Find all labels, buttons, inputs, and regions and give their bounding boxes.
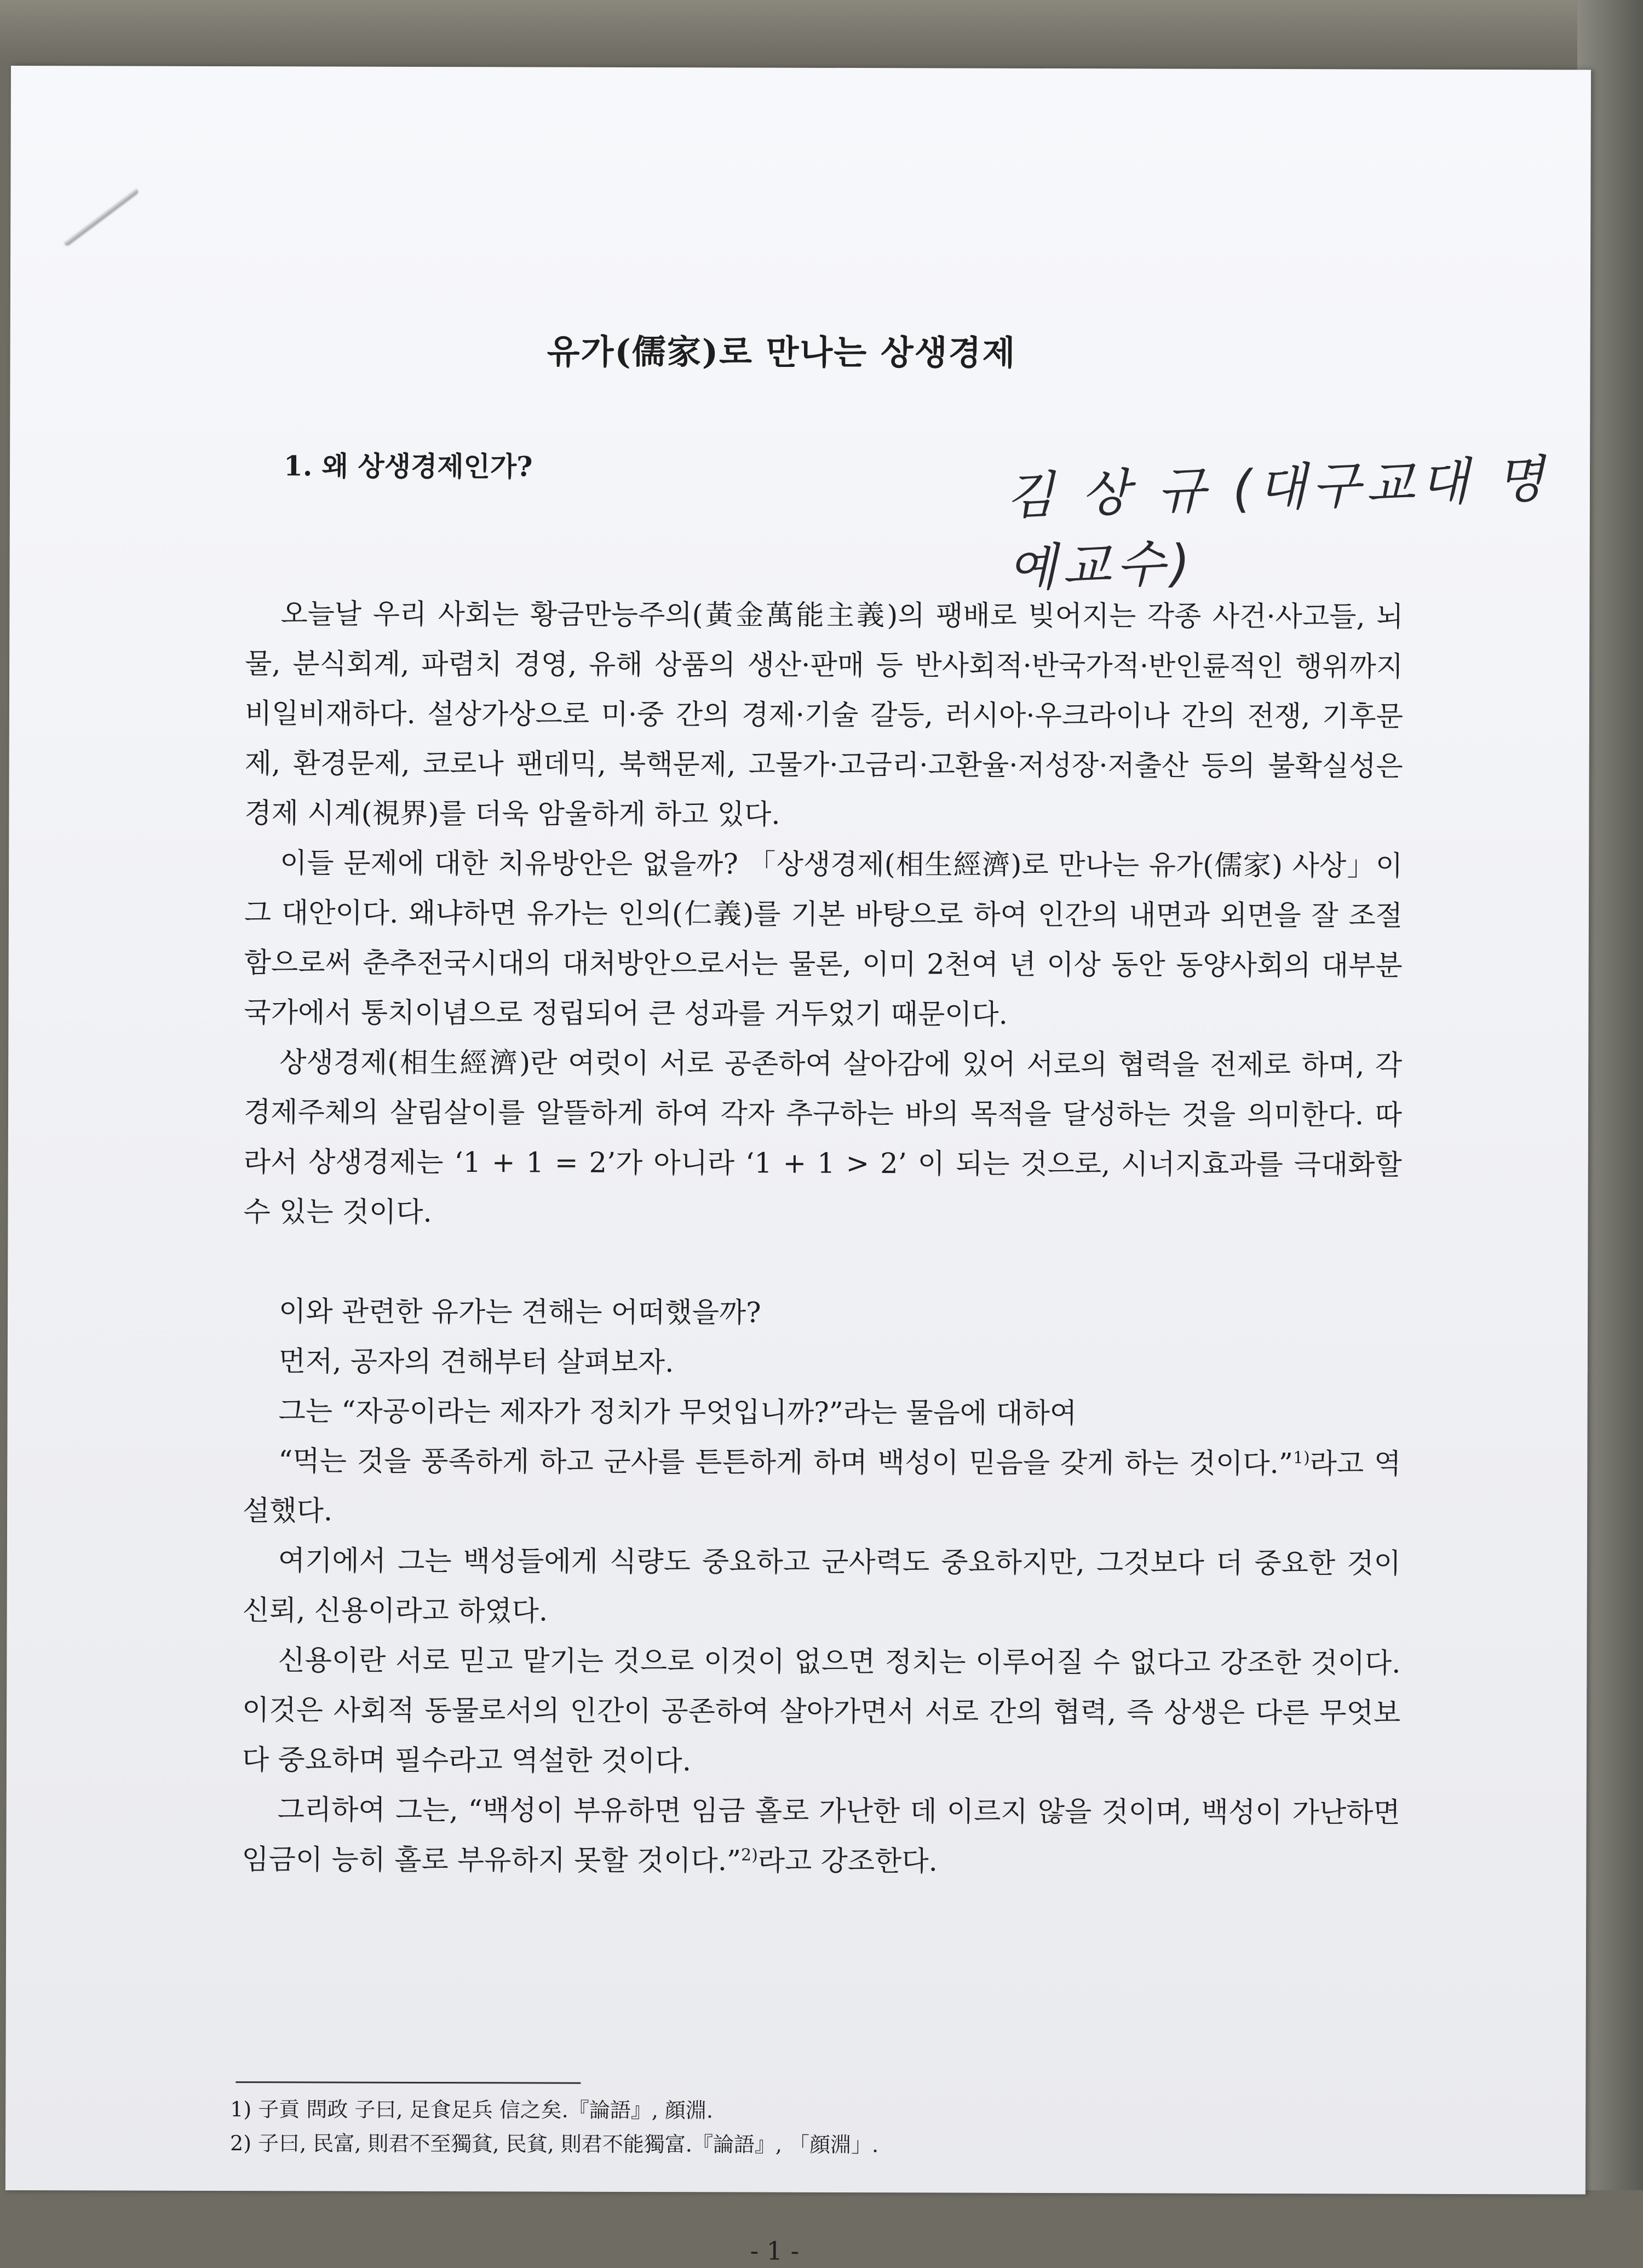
- staple-icon: [63, 187, 139, 246]
- quote-tail: 라고 강조한다.: [757, 1845, 938, 1878]
- body-text: [242, 589, 1403, 1888]
- footnotes: [230, 2092, 1325, 2163]
- paragraph-gap: [243, 1237, 1401, 1290]
- paragraph: 먼저, 공자의 견해부터 살펴보자.: [278, 1345, 674, 1379]
- desk-background: [0, 0, 1643, 60]
- paragraph: 상생경제(相生經濟)란 여럿이 서로 공존하여 살아감에 있어 서로의 협력을 전제로 하며, 각 경제주체의 살림살이를 알뜰하게 하여 각자 추구하는 바의 목적을 달성하는 것을 의미한다. 따라서 상생경제는 ‘1 + 1 = 2’가 아니라 ‘1 + 1 > 2’ 이 되는 것으로, 시너지효과를 극대화할 수 있는 것이다.: [243, 1046, 1403, 1229]
- section-heading: 1. 왜 상생경제인가?: [284, 450, 533, 483]
- paragraph: 여기에서 그는 백성들에게 식량도 중요하고 군사력도 중요하지만, 그것보다 더 중요한 것이 신뢰, 신용이라고 하였다.: [242, 1545, 1401, 1628]
- quote-text: 그리하여 그는, “백성이 부유하면 임금 홀로 가난한 데 이르지 않을 것이며, 백성이 가난하면 임금이 능히 홀로 부유하지 못할 것이다.”: [242, 1794, 1400, 1878]
- paragraph: 신용이란 서로 믿고 맡기는 것으로 이것이 없으면 정치는 이루어질 수 없다고 강조한 것이다. 이것은 사회적 동물로서의 인간이 공존하여 살아가면서 서로 간의 협력, 즉 상생은 다른 무엇보다 중요하며 필수라고 역설한 것이다.: [242, 1644, 1401, 1778]
- paragraph: 이들 문제에 대한 치유방안은 없을까? 「상생경제(相生經濟)로 만나는 유가(儒家) 사상」이 그 대안이다. 왜냐하면 유가는 인의(仁義)를 기본 바탕으로 하여 인간의 내면과 외면을 잘 조절함으로써 춘추전국시대의 대처방안으로서는 물론, 이미 2천여 년 이상 동안 동양사회의 대부분 국가에서 통치이념으로 정립되어 큰 성과를 거두었기 때문이다.: [244, 847, 1403, 1031]
- paragraph: 이와 관련한 유가는 견해는 어떠했을까?: [278, 1296, 761, 1329]
- footnote-marker: 1): [1292, 1448, 1310, 1468]
- paragraph: 그는 “자공이라는 제자가 정치가 무엇입니까?”라는 물음에 대하여: [278, 1395, 1077, 1430]
- author-signature: 김 상 규 (대구교대 명예교수): [1004, 450, 1551, 598]
- document-page: [5, 66, 1591, 2266]
- document-title: 유가(儒家)로 만나는 상생경제: [547, 331, 1016, 373]
- paragraph: [243, 1436, 1401, 1539]
- quote-tail: 라고 역설했다.: [243, 1448, 1401, 1528]
- paragraph: 오늘날 우리 사회는 황금만능주의(黃金萬能主義)의 팽배로 빚어지는 각종 사건·사고들, 뇌물, 분식회계, 파렴치 경영, 유해 상품의 생산·판매 등 반사회적·반국가적·반인륜적인 행위까지 비일비재하다. 설상가상으로 미·중 간의 경제·기술 갈등, 러시아·우크라이나 간의 전쟁, 기후문제, 환경문제, 코로나 팬데믹, 북핵문제, 고물가·고금리·고환율·저성장·저출산 등의 불확실성은 경제 시계(視界)를 더욱 암울하게 하고 있다.: [244, 598, 1404, 831]
- footnote-divider: [235, 2081, 581, 2084]
- footnote: 1) 子貢 問政 子曰, 足食足兵 信之矣.『論語』, 顔淵.: [230, 2097, 714, 2123]
- footnote: 2) 子曰, 民富, 則君不至獨貧, 民貧, 則君不能獨富.『論語』, 「顔淵」.: [230, 2131, 879, 2157]
- paragraph: [242, 1785, 1400, 1888]
- quote-text: “먹는 것을 풍족하게 하고 군사를 튼튼하게 하며 백성이 믿음을 갖게 하는 것이다.”: [278, 1445, 1293, 1481]
- footnote-marker: 2): [741, 1845, 758, 1865]
- page-number: - 1 -: [750, 2236, 800, 2266]
